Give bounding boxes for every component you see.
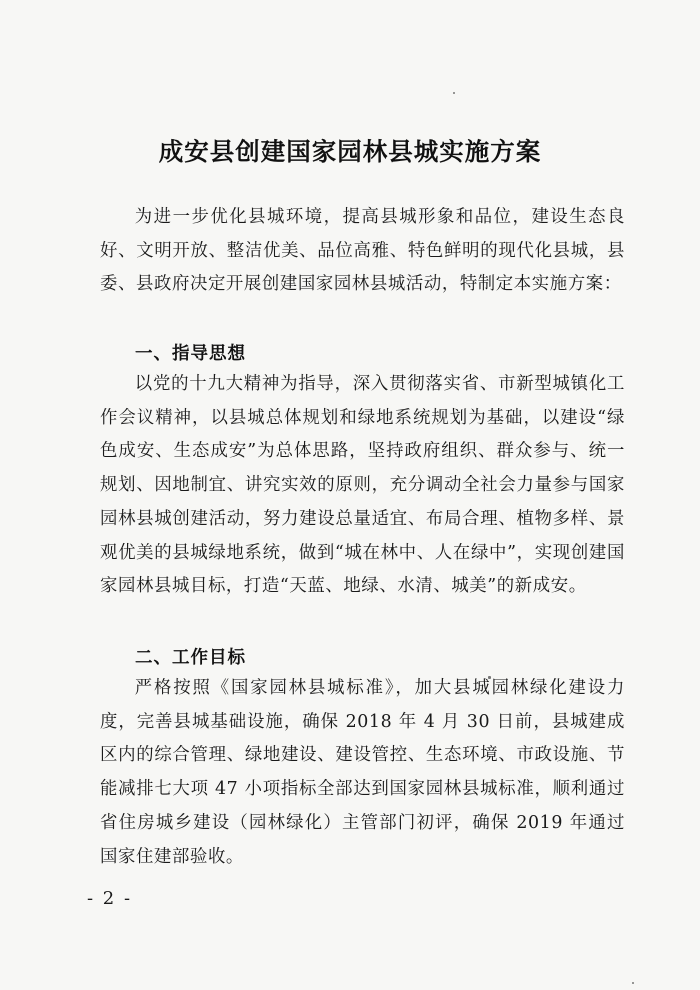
scan-speck	[453, 92, 455, 94]
section-body-guiding-ideology: 以党的十九大精神为指导，深入贯彻落实省、市新型城镇化工作会议精神，以县城总体规划和绿地系统规划为基础，以建设“绿色成安、生态成安”为总体思路，坚持政府组织、群众参与、统一规划、因地制宜、讲究实效的原则，充分调动全社会力量参与国家园林县城创建活动，努力建设总量适宜、布局合理、植物多样、景观优美的县城绿地系统，做到“城在林中、人在绿中”，实现创建国家园林县城目标，打造“天蓝、地绿、水清、城美”的新成安。	[100, 374, 625, 597]
section-body-work-goals: 严格按照《国家园林县城标准》，加大县城园林绿化建设力度，完善县城基础设施，确保 2018 年 4 月 30 日前，县城建成区内的综合管理、绿地建设、建设管控、生态环境、市政设施、节能减排七大项 47 小项指标全部达到国家园林县城标准，顺利通过省住房城乡建设（园林绿化）主管部门初评，确保 2019 年通过国家住建部验收。	[100, 678, 625, 867]
intro-paragraph: 为进一步优化县城环境，提高县城形象和品位，建设生态良好、文明开放、整洁优美、品位高雅、特色鲜明的现代化县城，县委、县政府决定开展创建国家园林县城活动，特制定本实施方案：	[100, 207, 625, 295]
section-heading-work-goals: 二、工作目标	[135, 648, 246, 668]
scan-speck	[632, 982, 634, 984]
section-heading-guiding-ideology: 一、指导思想	[135, 344, 246, 364]
page-number: - 2 -	[87, 888, 133, 909]
document-title: 成安县创建国家园林县城实施方案	[158, 137, 542, 166]
